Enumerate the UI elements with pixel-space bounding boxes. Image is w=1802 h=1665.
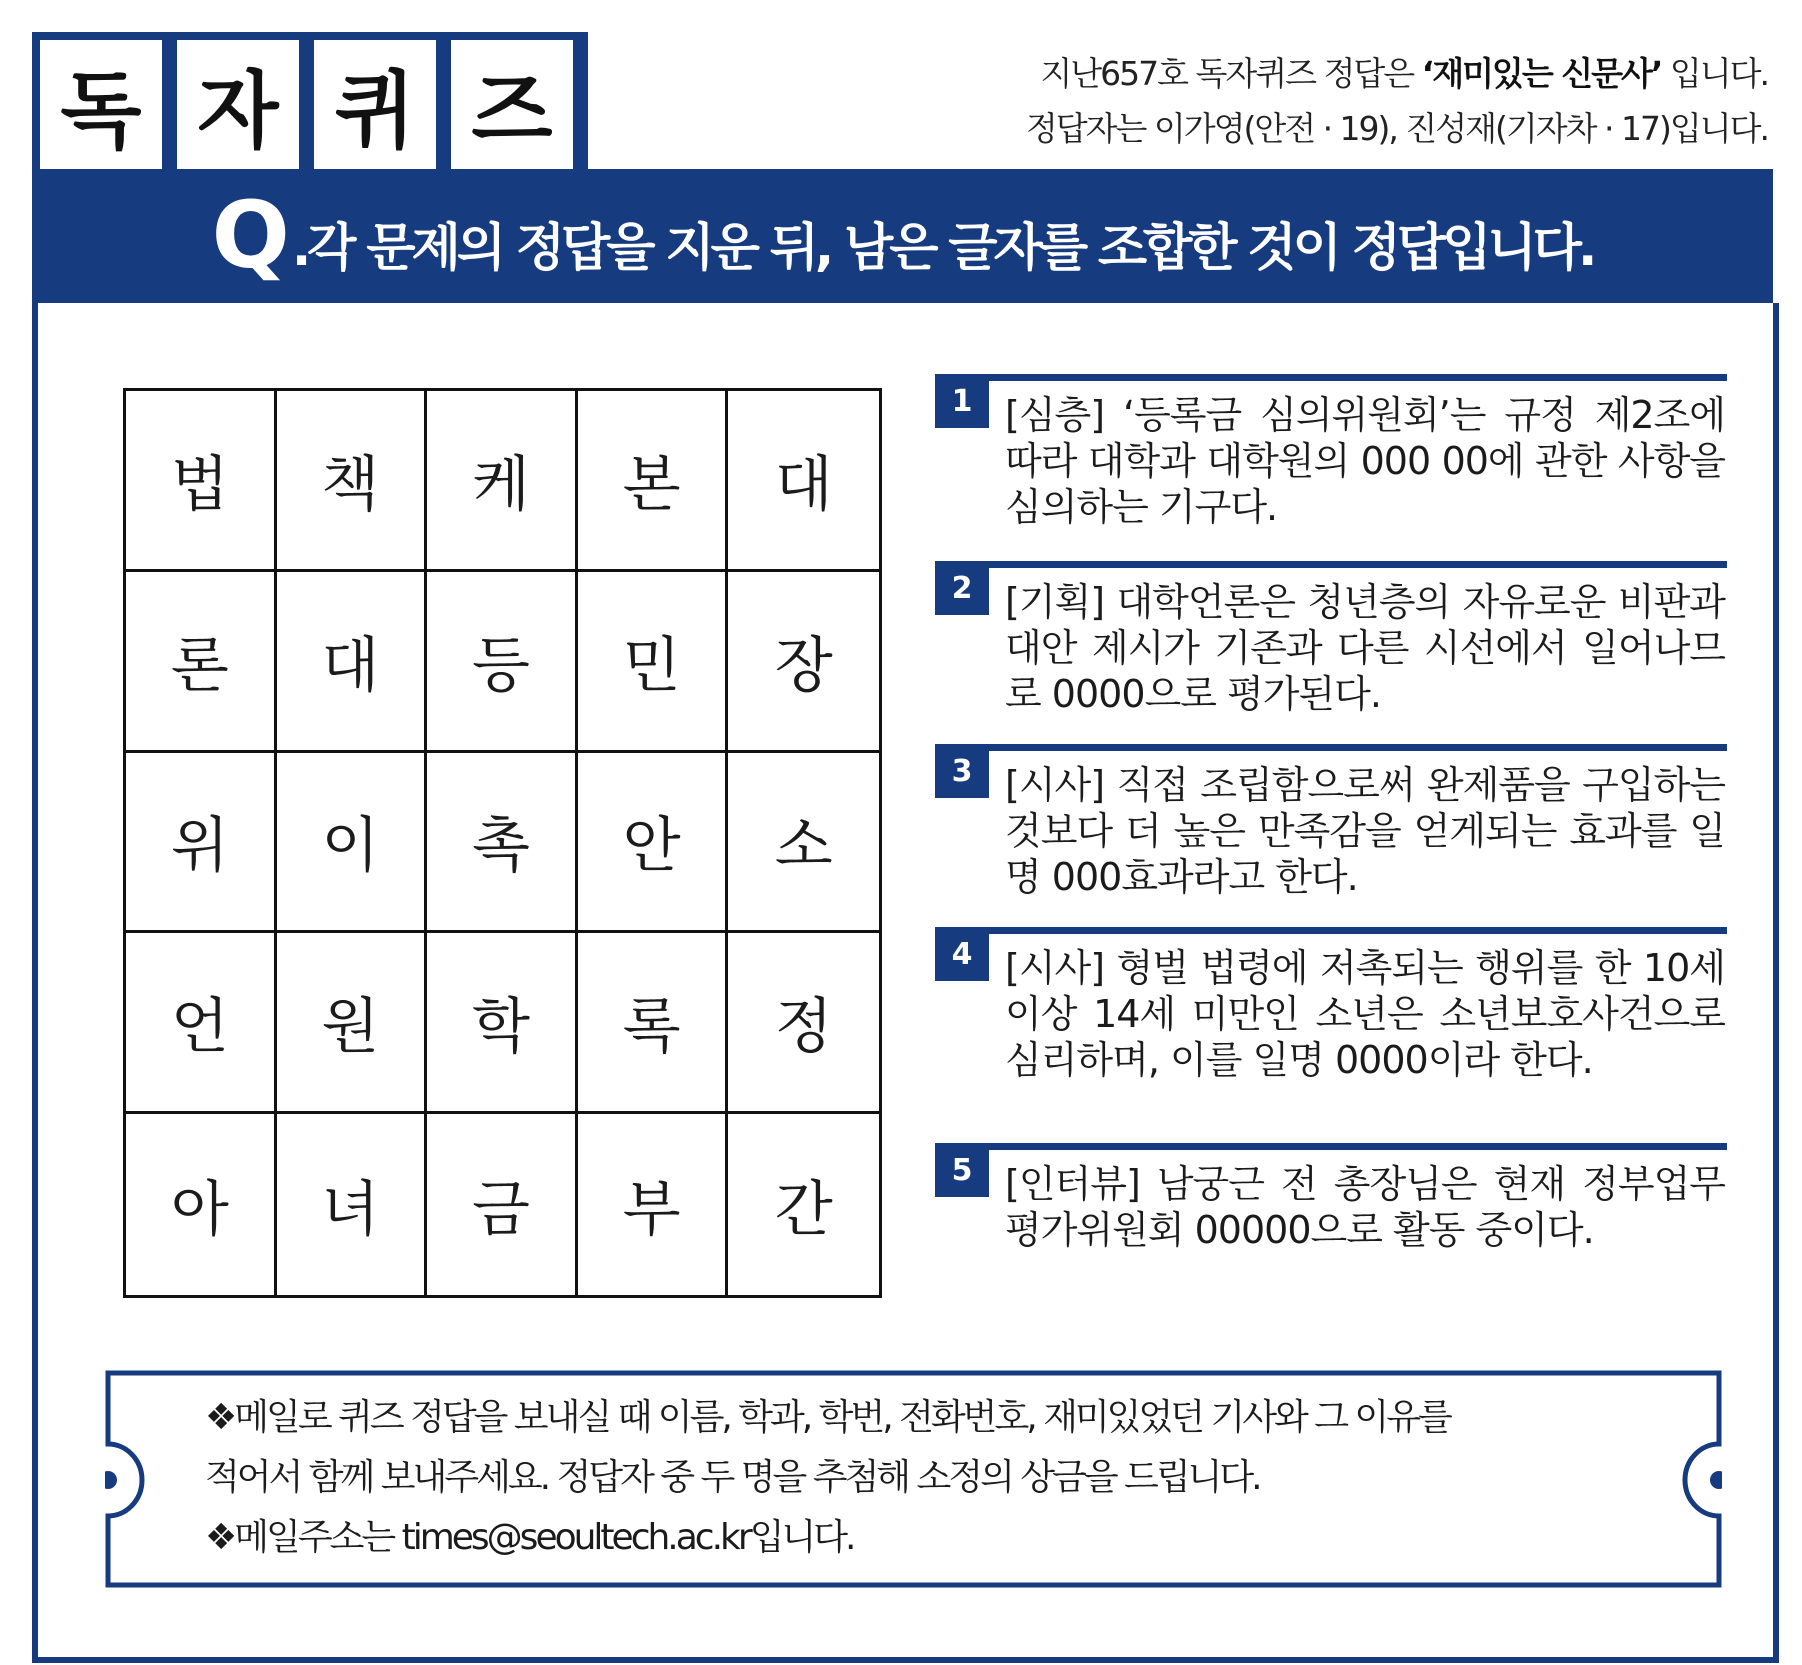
grid-cell: 케 — [427, 391, 578, 572]
grid-cell: 언 — [126, 933, 277, 1114]
banner-text: .각 문제의 정답을 지운 뒤, 남은 글자를 조합한 것이 정답입니다. — [291, 219, 1594, 278]
grid-cell: 대 — [277, 572, 428, 753]
title-char-4: 즈 — [451, 40, 573, 169]
q-letter: Q — [211, 182, 288, 289]
grid-cell: 본 — [578, 391, 729, 572]
previous-answer-line1 — [1026, 46, 1768, 101]
question-rule — [935, 744, 1727, 751]
question-number: 1 — [935, 374, 989, 428]
title-box-row — [32, 32, 588, 169]
grid-cell: 민 — [578, 572, 729, 753]
grid-cell: 촉 — [427, 753, 578, 934]
question-text: [기획] 대학언론은 청년층의 자유로운 비판과 대안 제시가 기존과 다른 시선에서 일어나므로 0000으로 평가된다. — [1005, 580, 1725, 716]
question-number: 4 — [935, 927, 989, 981]
grid-cell: 록 — [578, 933, 729, 1114]
grid-cell: 원 — [277, 933, 428, 1114]
title-char-2: 자 — [177, 40, 299, 169]
question-number: 5 — [935, 1143, 989, 1197]
question-banner — [32, 169, 1773, 303]
grid-cell: 장 — [728, 572, 879, 753]
question-text: [시사] 형벌 법령에 저촉되는 행위를 한 10세 이상 14세 미만인 소년은 소년보호사건으로 심리하며, 이를 일명 0000이라 한다. — [1005, 946, 1725, 1082]
grid-cell: 위 — [126, 753, 277, 934]
submission-notes — [205, 1388, 1625, 1568]
title-char-3: 퀴 — [314, 40, 436, 169]
question-number: 2 — [935, 561, 989, 615]
grid-cell: 녀 — [277, 1114, 428, 1295]
grid-cell: 간 — [774, 1174, 833, 1245]
question-rule — [935, 1143, 1727, 1150]
question-rule — [935, 561, 1727, 568]
letter-grid — [123, 388, 882, 1298]
grid-cell: 정 — [728, 933, 879, 1114]
note-line-1: ❖메일로 퀴즈 정답을 보내실 때 이름, 학과, 학번, 전화번호, 재미있었던 기사와 그 이유를 — [205, 1397, 1450, 1438]
grid-cell: 안 — [578, 753, 729, 934]
previous-suffix: 입니다. — [1669, 54, 1768, 93]
question-text: [인터뷰] 남궁근 전 총장님은 현재 정부업무평가위원회 00000으로 활동 중이다. — [1005, 1162, 1725, 1252]
grid-cell: 대 — [728, 391, 879, 572]
note-line-2: 적어서 함께 보내주세요. 정답자 중 두 명을 추첨해 소정의 상금을 드립니다. — [205, 1457, 1260, 1498]
question-rule — [935, 927, 1727, 934]
grid-cell: 부 — [578, 1114, 729, 1295]
grid-cell: 아 — [126, 1114, 277, 1295]
grid-cell: 이 — [277, 753, 428, 934]
grid-cell: 금 — [427, 1114, 578, 1295]
title-char-1: 독 — [40, 40, 162, 169]
question-text: [시사] 직접 조립함으로써 완제품을 구입하는 것보다 더 높은 만족감을 얻게되는 효과를 일명 000효과라고 한다. — [1005, 763, 1725, 899]
ticket-dot-right — [1710, 1471, 1722, 1489]
question-text: [심층] ‘등록금 심의위원회’는 규정 제2조에 따라 대학과 대학원의 000 00에 관한 사항을 심의하는 기구다. — [1005, 393, 1725, 529]
previous-answer-notice — [1026, 46, 1768, 156]
previous-winners: 정답자는 이가영(안전 · 19), 진성재(기자차 · 17)입니다. — [1025, 109, 1768, 148]
previous-prefix: 지난657호 독자퀴즈 정답은 — [1040, 54, 1414, 93]
grid-cell: 책 — [277, 391, 428, 572]
grid-cell: 론 — [126, 572, 277, 753]
grid-cell: 법 — [126, 391, 277, 572]
question-rule — [935, 374, 1727, 381]
question-number: 3 — [935, 744, 989, 798]
grid-cell: 등 — [427, 572, 578, 753]
grid-cell: 학 — [427, 933, 578, 1114]
note-line-3: ❖메일주소는 times@seoultech.ac.kr입니다. — [205, 1517, 854, 1558]
grid-cell: 소 — [728, 753, 879, 934]
previous-answer: ‘재미있는 신문사’ — [1421, 54, 1662, 93]
ticket-dot-left — [105, 1471, 117, 1489]
